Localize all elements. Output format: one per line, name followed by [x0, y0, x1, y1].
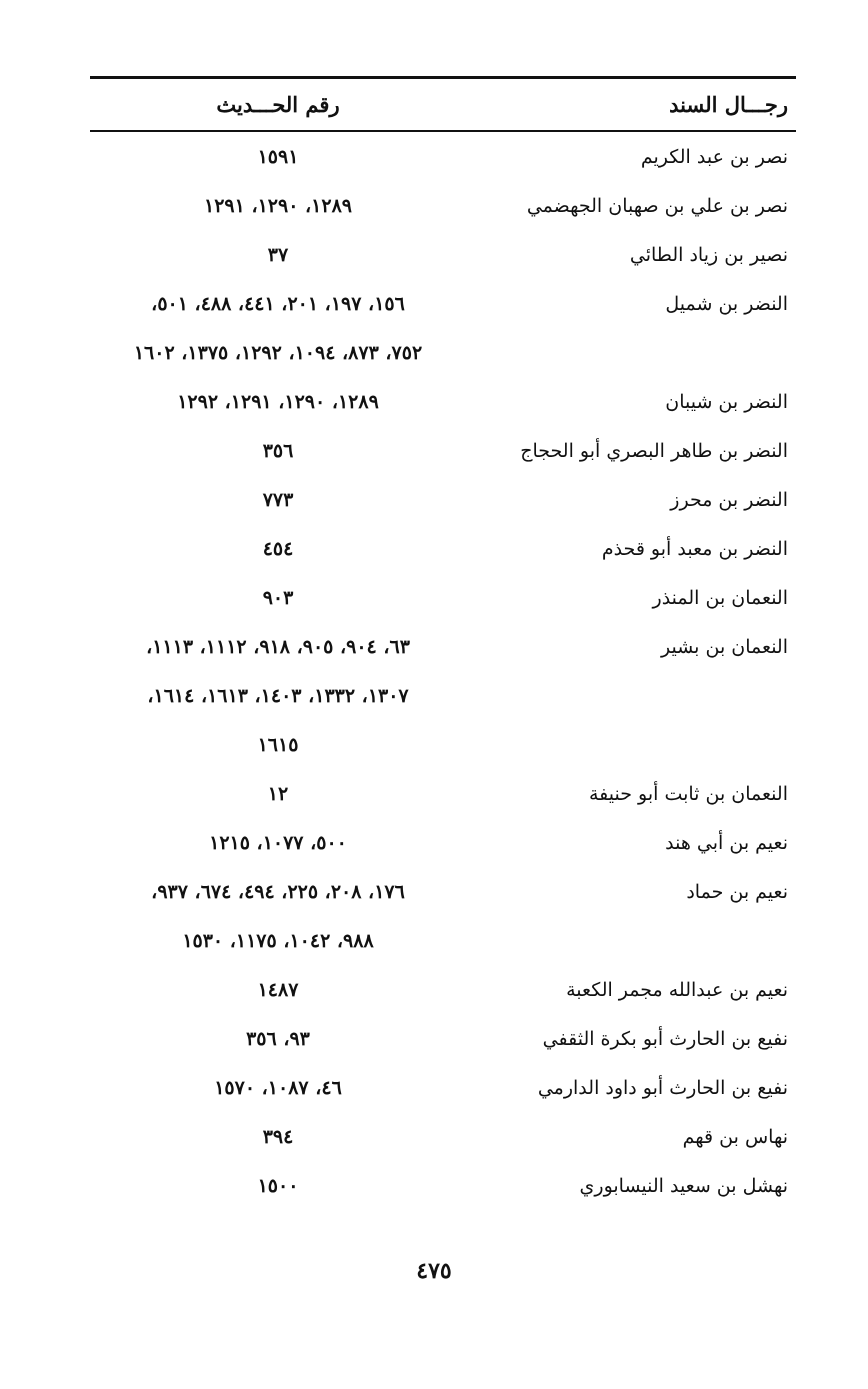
hadith-numbers: [90, 1113, 466, 1162]
hadith-numbers-line: ٩٠٣: [262, 587, 294, 609]
hadith-numbers-line: ١٥٦، ١٩٧، ٢٠١، ٤٤١، ٤٨٨، ٥٠١،: [151, 293, 405, 315]
hadith-numbers: [90, 1015, 466, 1064]
hadith-numbers: [90, 476, 466, 525]
hadith-numbers-line: ٣٧: [267, 244, 289, 266]
narrator-name: النعمان بن ثابت أبو حنيفة: [588, 783, 788, 805]
narrator-name: نصر بن علي بن صهبان الجهضمي: [526, 195, 788, 217]
narrator-name: النضر بن شميل: [665, 293, 788, 315]
narrators-column-header: رجـــال السند: [669, 92, 788, 117]
index-entry: [90, 1162, 796, 1211]
narrator-name: النعمان بن بشير: [661, 636, 788, 658]
index-entry: [90, 525, 796, 574]
hadith-numbers: [90, 280, 466, 378]
hadith-numbers-line: ٧٧٣: [262, 489, 294, 511]
hadith-numbers: [90, 427, 466, 476]
hadith-numbers-line: ١٣٠٧، ١٣٣٢، ١٤٠٣، ١٦١٣، ١٦١٤،: [147, 685, 409, 707]
hadith-numbers-line: ١٥٩١: [257, 146, 299, 168]
hadith-numbers-line: ٩٨٨، ١٠٤٢، ١١٧٥، ١٥٣٠: [182, 930, 374, 952]
hadith-numbers-line: ٤٥٤: [262, 538, 294, 560]
narrator-name: نفيع بن الحارث أبو بكرة الثقفي: [542, 1028, 788, 1050]
hadith-numbers-line: ٣٥٦: [262, 440, 294, 462]
hadith-numbers: [90, 1064, 466, 1113]
narrator-name: نفيع بن الحارث أبو داود الدارمي: [537, 1077, 788, 1099]
index-entry: [90, 182, 796, 231]
narrator-name: النعمان بن المنذر: [652, 587, 788, 609]
narrator-name: نهاس بن قهم: [682, 1126, 788, 1148]
narrator-name: نصير بن زياد الطائي: [629, 244, 788, 266]
hadith-numbers-line: ٩٣، ٣٥٦: [246, 1028, 310, 1050]
hadith-numbers-line: ٤٦، ١٠٨٧، ١٥٧٠: [214, 1077, 342, 1099]
hadith-numbers-line: ٧٥٢، ٨٧٣، ١٠٩٤، ١٢٩٢، ١٣٧٥، ١٦٠٢: [133, 342, 423, 364]
index-entry: [90, 574, 796, 623]
hadith-numbers: [90, 868, 466, 966]
index-entry: [90, 133, 796, 182]
narrator-name: نعيم بن عبدالله مجمر الكعبة: [566, 979, 788, 1001]
hadith-numbers: [90, 525, 466, 574]
hadith-numbers-line: ١٥٠٠: [257, 1175, 299, 1197]
narrator-name: النضر بن محرز: [670, 489, 788, 511]
index-page: [90, 76, 796, 1211]
index-entry: [90, 966, 796, 1015]
hadith-numbers-line: ١٦١٥: [257, 734, 299, 756]
hadith-numbers-line: ١٢٨٩، ١٢٩٠، ١٢٩١: [204, 195, 352, 217]
hadith-numbers: [90, 623, 466, 770]
hadith-numbers: [90, 819, 466, 868]
hadith-numbers: [90, 231, 466, 280]
narrator-name: نعيم بن حماد: [686, 881, 788, 903]
index-entry: [90, 623, 796, 770]
hadith-number-column-header: رقم الحـــديث: [216, 92, 340, 117]
hadith-numbers-line: ١٢٨٩، ١٢٩٠، ١٢٩١، ١٢٩٢: [177, 391, 379, 413]
index-entry: [90, 476, 796, 525]
narrator-name: نهشل بن سعيد النيسابوري: [579, 1175, 788, 1197]
narrator-name: النضر بن طاهر البصري أبو الحجاج: [520, 440, 788, 462]
index-entry: [90, 280, 796, 378]
index-entry: [90, 378, 796, 427]
hadith-numbers: [90, 1162, 466, 1211]
index-entry: [90, 231, 796, 280]
index-entry: [90, 819, 796, 868]
narrator-name: النضر بن معبد أبو قحذم: [601, 538, 788, 560]
hadith-numbers: [90, 133, 466, 182]
hadith-numbers-line: ٦٣، ٩٠٤، ٩٠٥، ٩١٨، ١١١٢، ١١١٣،: [146, 636, 410, 658]
hadith-numbers-line: ١٧٦، ٢٠٨، ٢٢٥، ٤٩٤، ٦٧٤، ٩٣٧،: [151, 881, 405, 903]
hadith-numbers-line: ١٢: [267, 783, 289, 805]
page-number: ٤٧٥: [416, 1258, 452, 1284]
index-entry: [90, 1064, 796, 1113]
hadith-numbers: [90, 770, 466, 819]
index-entry: [90, 1113, 796, 1162]
index-entry: [90, 770, 796, 819]
hadith-numbers-line: ٥٠٠، ١٠٧٧، ١٢١٥: [209, 832, 347, 854]
hadith-numbers-line: ١٤٨٧: [257, 979, 299, 1001]
entries-list: [90, 132, 796, 1211]
hadith-numbers: [90, 966, 466, 1015]
narrator-name: نعيم بن أبي هند: [665, 832, 788, 854]
index-entry: [90, 427, 796, 476]
hadith-numbers: [90, 378, 466, 427]
table-header: [90, 79, 796, 130]
narrator-name: نصر بن عبد الكريم: [640, 146, 788, 168]
hadith-numbers: [90, 182, 466, 231]
index-entry: [90, 1015, 796, 1064]
hadith-numbers-line: ٣٩٤: [262, 1126, 294, 1148]
narrator-name: النضر بن شيبان: [665, 391, 788, 413]
hadith-numbers: [90, 574, 466, 623]
index-entry: [90, 868, 796, 966]
